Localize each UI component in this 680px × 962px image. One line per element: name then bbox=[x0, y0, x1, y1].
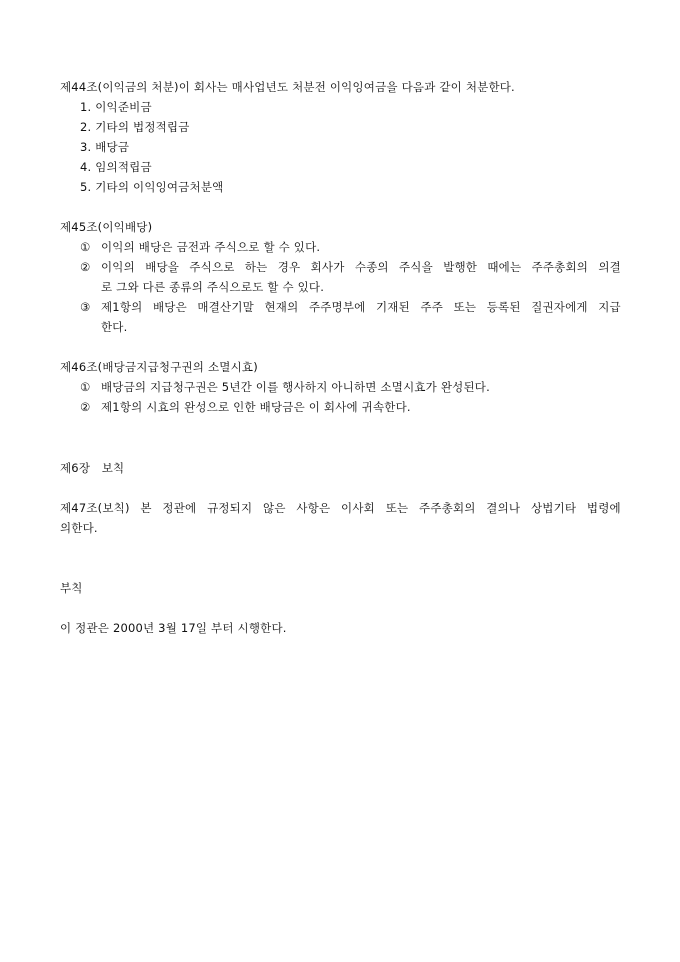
word: 이사회 bbox=[341, 501, 375, 515]
word: 또는 bbox=[385, 501, 409, 515]
list-item: 2. 기타의 법정적립금 bbox=[80, 120, 190, 134]
word: 현재의 bbox=[264, 300, 299, 314]
word: 본 bbox=[140, 501, 152, 515]
word: 상법기타 bbox=[530, 501, 577, 515]
word: 하는 bbox=[244, 260, 268, 274]
word: 배당을 bbox=[145, 260, 180, 274]
clause-number: ② bbox=[80, 400, 91, 414]
chapter-6-title: 제6장 보칙 bbox=[60, 461, 125, 475]
word: 주주총회의 bbox=[419, 501, 476, 515]
word: 질권자에게 bbox=[531, 300, 588, 314]
list-item: 4. 임의적립금 bbox=[80, 160, 152, 174]
list-item: 3. 배당금 bbox=[80, 140, 130, 154]
word: 때에는 bbox=[487, 260, 522, 274]
word: 주주명부에 bbox=[308, 300, 366, 314]
word: 회사가 bbox=[310, 260, 345, 274]
word: 또는 bbox=[453, 300, 477, 314]
word: 주주 bbox=[420, 300, 444, 314]
word: 주주총회의 bbox=[531, 260, 589, 274]
word: 제47조(보칙) bbox=[60, 501, 130, 515]
article-46-title: 제46조(배당금지급청구권의 소멸시효) bbox=[60, 360, 258, 374]
word: 사항은 bbox=[296, 501, 331, 515]
supplementary-title: 부칙 bbox=[60, 581, 83, 595]
clause-number: ① bbox=[80, 380, 91, 394]
clause-text-continued: 로 그와 다른 종류의 주식으로도 할 수 있다. bbox=[101, 280, 325, 294]
word: 제1항의 bbox=[101, 300, 143, 314]
clause-number: ① bbox=[80, 240, 91, 254]
word: 주식으로 bbox=[189, 260, 235, 274]
word: 등록된 bbox=[486, 300, 521, 314]
clause-text bbox=[101, 299, 621, 315]
word: 않은 bbox=[263, 501, 286, 515]
word: 정관에 bbox=[162, 501, 197, 515]
clause-text: 제1항의 시효의 완성으로 인한 배당금은 이 회사에 귀속한다. bbox=[101, 400, 411, 414]
article-44-title: 제44조(이익금의 처분)이 회사는 매사업년도 처분전 이익잉여금을 다음과 같이 처분한다. bbox=[60, 80, 515, 94]
word: 법령에 bbox=[586, 501, 621, 515]
word: 발행한 bbox=[443, 260, 478, 274]
word: 수종의 bbox=[354, 260, 389, 274]
word: 지급 bbox=[598, 300, 621, 314]
word: 기재된 bbox=[376, 300, 410, 314]
word: 주식을 bbox=[399, 260, 433, 274]
word: 규정되지 bbox=[207, 501, 253, 515]
word: 배당은 bbox=[152, 300, 187, 314]
supplementary-text: 이 정관은 2000년 3월 17일 부터 시행한다. bbox=[60, 621, 287, 635]
article-45-title: 제45조(이익배당) bbox=[60, 220, 153, 234]
list-item: 5. 기타의 이익잉여금처분액 bbox=[80, 180, 224, 194]
word: 의결 bbox=[598, 260, 621, 274]
clause-text: 배당금의 지급청구권은 5년간 이를 행사하지 아니하면 소멸시효가 완성된다. bbox=[101, 380, 490, 394]
article-47-text bbox=[60, 500, 621, 516]
article-47-text-continued: 의한다. bbox=[60, 521, 98, 535]
word: 결의나 bbox=[486, 501, 521, 515]
clause-number: ③ bbox=[80, 300, 91, 314]
word: 매결산기말 bbox=[197, 300, 254, 314]
list-item: 1. 이익준비금 bbox=[80, 100, 152, 114]
word: 이익의 bbox=[101, 260, 135, 274]
clause-text bbox=[101, 259, 621, 275]
clause-text: 이익의 배당은 금전과 주식으로 할 수 있다. bbox=[101, 240, 321, 254]
clause-number: ② bbox=[80, 260, 91, 274]
clause-text-continued: 한다. bbox=[101, 320, 128, 334]
word: 경우 bbox=[277, 260, 301, 274]
